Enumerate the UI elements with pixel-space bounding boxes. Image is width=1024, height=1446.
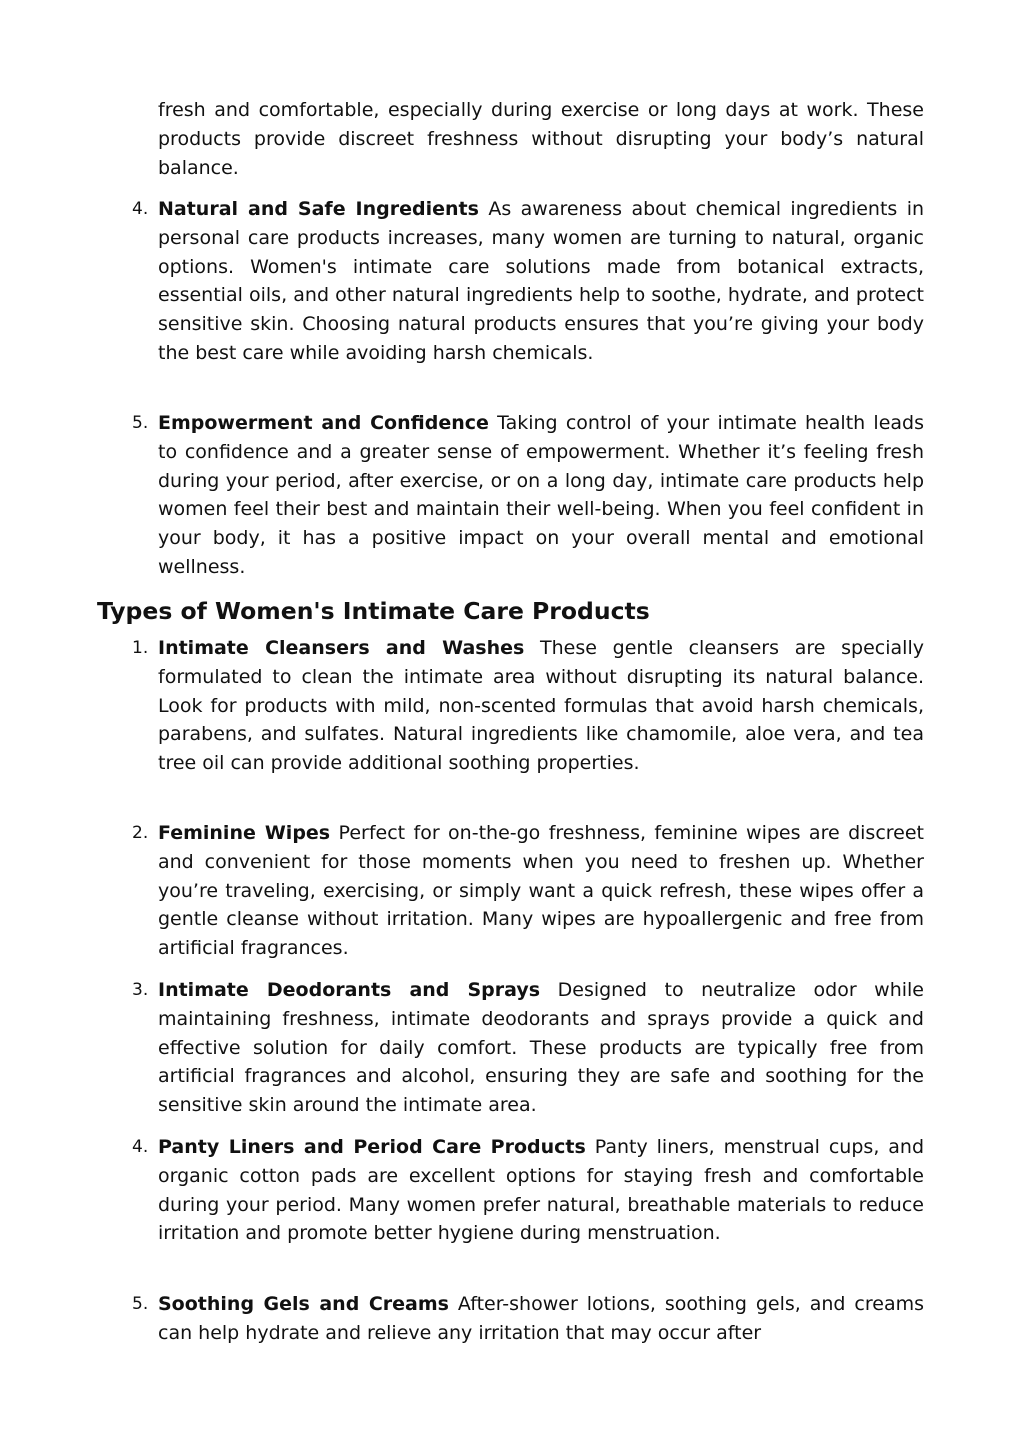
list-number: 3. <box>132 980 149 1000</box>
list-item-text: After-shower lotions, soothing gels, and creams can help hydrate and relieve any irritation that may occur after <box>158 1293 924 1344</box>
list-item-title: Soothing Gels and Creams <box>158 1293 449 1315</box>
list-number: 5. <box>132 1294 149 1314</box>
type-item-1 <box>132 634 924 778</box>
list-item-text: Designed to neutralize odor while maintaining freshness, intimate deodorants and sprays provide a quick and effective solution for daily comfort. These products are typically free from artificial fragrances and alcohol, ensuring they are safe and soothing for the sensitive skin around the intimate area. <box>158 979 924 1117</box>
section-heading: Types of Women's Intimate Care Products <box>97 597 650 625</box>
list-item-title: Intimate Deodorants and Sprays <box>158 979 541 1001</box>
list-item-body <box>158 1290 924 1348</box>
list-item-title: Feminine Wipes <box>158 822 331 844</box>
list-number: 4. <box>132 1137 149 1157</box>
type-item-5 <box>132 1290 924 1348</box>
list-item-text: As awareness about chemical ingredients in personal care products increases, many women are turning to natural, organic options. Women's intimate care solutions made from botanical extracts, essential oils, and other natural ingredients help to soothe, hydrate, and protect sensitive skin. Choosing natural products ensures that you’re giving your body the best care while avoiding harsh chemicals. <box>158 198 925 364</box>
list-item-text: These gentle cleansers are specially formulated to clean the intimate area without disrupting its natural balance. Look for products with mild, non-scented formulas that avoid harsh chemicals, parabens, and sulfates. Natural ingredients like chamomile, aloe vera, and tea tree oil can provide additional soothing properties. <box>158 637 924 775</box>
list-item-title: Panty Liners and Period Care Products <box>158 1136 586 1158</box>
list-item-text: Perfect for on-the-go freshness, feminine wipes are discreet and convenient for those moments when you need to freshen up. Whether you’re traveling, exercising, or simply want a quick refresh, these wipes offer a gentle cleanse without irritation. Many wipes are hypoallergenic and free from artificial fragrances. <box>158 822 924 960</box>
list-item-title: Natural and Safe Ingredients <box>158 198 479 220</box>
list-number: 1. <box>132 638 149 658</box>
type-item-2 <box>132 819 924 963</box>
list-item-body <box>158 195 924 368</box>
list-item-body <box>158 976 924 1120</box>
list-item-body <box>158 409 924 582</box>
type-item-4 <box>132 1133 924 1248</box>
list-item-body <box>158 634 924 778</box>
type-item-3 <box>132 976 924 1120</box>
list-item-text: Taking control of your intimate health leads to confidence and a greater sense of empowerment. Whether it’s feeling fresh during your period, after exercise, or on a long day, intimate care products help women feel their best and maintain their well-being. When you feel confident in your body, it has a positive impact on your overall mental and emotional wellness. <box>158 412 924 578</box>
intro-continuation-paragraph: fresh and comfortable, especially during exercise or long days at work. These products provide discreet freshness without disrupting your body’s natural balance. <box>158 99 924 179</box>
benefit-item-5 <box>132 409 924 582</box>
benefit-item-4 <box>132 195 924 368</box>
list-number: 5. <box>132 413 149 433</box>
list-item-body <box>158 1133 924 1248</box>
list-item-title: Intimate Cleansers and Washes <box>158 637 525 659</box>
list-item-title: Empowerment and Confidence <box>158 412 489 434</box>
list-number: 4. <box>132 199 149 219</box>
list-item-text: Panty liners, menstrual cups, and organic cotton pads are excellent options for staying fresh and comfortable during your period. Many women prefer natural, breathable materials to reduce irritation and promote better hygiene during menstruation. <box>158 1136 925 1245</box>
list-number: 2. <box>132 823 149 843</box>
list-item-body <box>158 819 924 963</box>
